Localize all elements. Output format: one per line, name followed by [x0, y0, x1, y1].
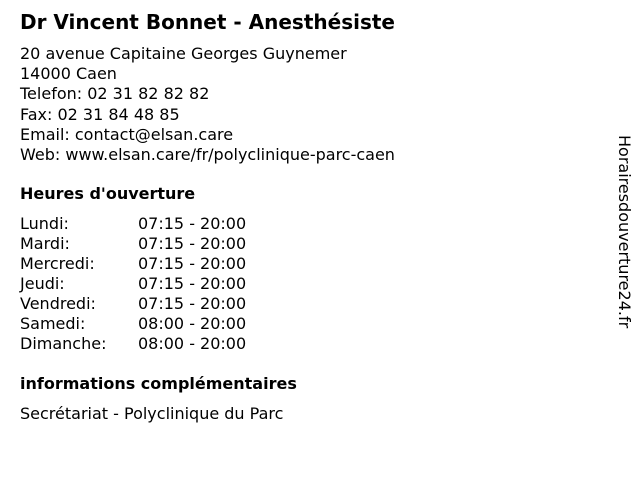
fax-number: Fax: 02 31 84 48 85 — [20, 104, 180, 124]
address-city: 14000 Caen — [20, 64, 117, 84]
day-label: Samedi: — [20, 314, 86, 333]
time-range: 07:15 - 20:00 — [138, 254, 247, 273]
address-street: 20 avenue Capitaine Georges Guynemer — [20, 44, 347, 63]
time-range: 07:15 - 20:00 — [138, 294, 247, 313]
website-url: Web: www.elsan.care/fr/polyclinique-parc-caen — [20, 144, 395, 164]
time-range: 08:00 - 20:00 — [138, 314, 247, 333]
site-watermark: Horairesdouverture24.fr — [615, 135, 634, 329]
day-label: Mercredi: — [20, 254, 95, 273]
email-address: Email: contact@elsan.care — [20, 124, 234, 144]
time-range: 07:15 - 20:00 — [138, 214, 247, 233]
page-title: Dr Vincent Bonnet - Anesthésiste — [20, 10, 395, 34]
day-label: Dimanche: — [20, 334, 107, 353]
time-range: 07:15 - 20:00 — [138, 234, 247, 253]
contact-block — [20, 44, 395, 165]
additional-info-text: Secrétariat - Polyclinique du Parc — [20, 404, 284, 423]
day-label: Vendredi: — [20, 294, 96, 313]
day-label: Jeudi: — [20, 274, 65, 293]
phone-number: Telefon: 02 31 82 82 82 — [20, 84, 210, 104]
time-range: 07:15 - 20:00 — [138, 274, 247, 293]
opening-hours-heading: Heures d'ouverture — [20, 184, 196, 203]
additional-info-heading: informations complémentaires — [20, 374, 297, 393]
day-label: Lundi: — [20, 214, 69, 233]
day-label: Mardi: — [20, 234, 70, 253]
time-range: 08:00 - 20:00 — [138, 334, 247, 353]
